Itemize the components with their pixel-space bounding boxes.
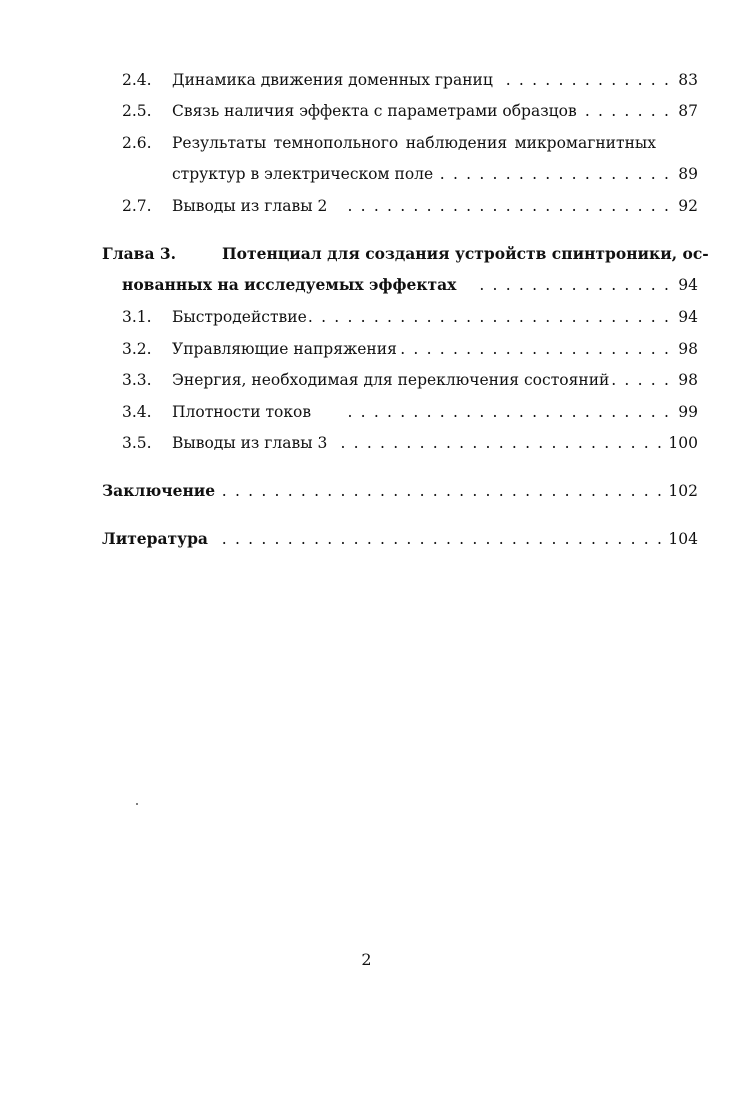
section-title: Энергия, необходимая для переключения состояний [172, 371, 610, 389]
chapter-title: Заключение [102, 481, 216, 500]
dot-leader: . . . . . . . . . . . . . . . [479, 276, 669, 294]
page-number: 87 [678, 102, 698, 120]
toc-chapter-3-cont[interactable] [0, 271, 733, 299]
dot-leader: . . . . . . . . . . . . . . . . . . . . . [400, 340, 669, 358]
toc-entry-3-5[interactable] [0, 429, 733, 457]
page-number: 104 [668, 530, 698, 548]
page-number: 94 [678, 276, 698, 294]
toc-entry-2-5[interactable] [0, 97, 733, 125]
chapter-title-line2: нованных на исследуемых эффектах [122, 275, 457, 294]
section-title: Управляющие напряжения [172, 340, 397, 358]
chapter-title-line1: Потенциал для создания устройств спинтроники, ос- [222, 244, 709, 263]
section-title: Выводы из главы 3 [172, 434, 328, 452]
page-folio: 2 [361, 950, 372, 969]
section-number: 3.5. [122, 434, 152, 452]
dot-leader: . . . . . . . . . . . . . . . . . . . . . . . . . . . . . . . . . . [221, 530, 662, 548]
page-number: 102 [668, 482, 698, 500]
toc-chapter-3[interactable] [0, 240, 733, 268]
toc-entry-3-4[interactable] [0, 398, 733, 426]
page-number: 99 [678, 403, 698, 421]
dot-leader: . . . . . . . . . . . . . . . . . . . . . . . . . [347, 197, 669, 215]
section-title: Плотности токов [172, 403, 312, 421]
dot-leader: . . . . . . . . . . . . . . . . . . . . . . . . . [347, 403, 669, 421]
scan-speck [136, 803, 138, 805]
dot-leader: . . . . . . . . . . . . . . . . . . . . . . . . . [340, 434, 662, 452]
section-title-line1: Результаты темнопольного наблюдения микромагнитных [172, 134, 656, 152]
dot-leader: . . . . . . . [584, 102, 669, 120]
dot-leader: . . . . . . . . . . . . . . . . . . . . . . . . . . . . . . . . . . [221, 482, 662, 500]
page-number: 89 [678, 165, 698, 183]
dot-leader: . . . . . [611, 371, 669, 389]
toc-entry-2-6[interactable] [0, 129, 733, 157]
page-number: 83 [678, 71, 698, 89]
section-number: 2.4. [122, 71, 152, 89]
toc-entry-3-3[interactable] [0, 366, 733, 394]
toc-entry-2-7[interactable] [0, 192, 733, 220]
toc-entry-3-1[interactable] [0, 303, 733, 331]
section-number: 3.3. [122, 371, 152, 389]
section-number: 3.4. [122, 403, 152, 421]
page-number: 92 [678, 197, 698, 215]
page-number: 100 [668, 434, 698, 452]
toc-entry-2-4[interactable] [0, 66, 733, 94]
toc-conclusion[interactable] [0, 477, 733, 505]
dot-leader: . . . . . . . . . . . . . . . . . . . . . . . . . . . . [307, 308, 669, 326]
section-title: Динамика движения доменных границ [172, 71, 493, 89]
section-number: 3.1. [122, 308, 152, 326]
page-number: 98 [678, 340, 698, 358]
chapter-number: Глава 3. [102, 244, 177, 263]
section-title: Выводы из главы 2 [172, 197, 328, 215]
page-number: 94 [678, 308, 698, 326]
dot-leader: . . . . . . . . . . . . . . . . . . [439, 165, 669, 183]
section-number: 2.7. [122, 197, 152, 215]
section-number: 3.2. [122, 340, 152, 358]
toc-entry-2-6-cont[interactable] [0, 160, 733, 188]
toc-entry-3-2[interactable] [0, 335, 733, 363]
section-title: Быстродействие [172, 308, 307, 326]
chapter-title: Литература [102, 529, 208, 548]
toc-literature[interactable] [0, 525, 733, 553]
section-title: Связь наличия эффекта с параметрами образцов [172, 102, 577, 120]
page-number: 98 [678, 371, 698, 389]
dot-leader: . . . . . . . . . . . . . [505, 71, 669, 89]
section-title-line2: структур в электрическом поле [172, 165, 434, 183]
section-number: 2.6. [122, 134, 152, 152]
section-number: 2.5. [122, 102, 152, 120]
